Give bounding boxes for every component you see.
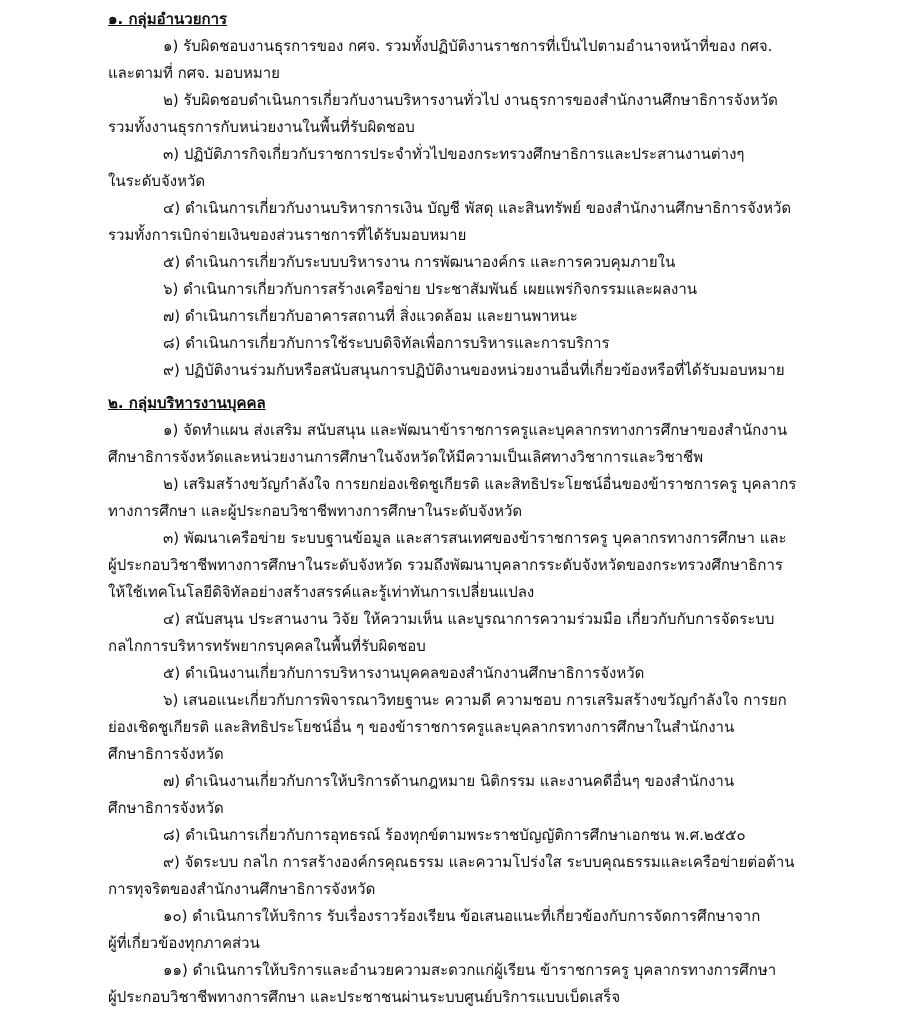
item-continuation: ให้ใช้เทคโนโลยีดิจิทัลอย่างสร้างสรรค์และรู้เท่าทันการเปลี่ยนแปลง [108, 583, 535, 601]
list-item [108, 303, 800, 330]
list-item [108, 660, 800, 687]
list-item [108, 276, 800, 303]
item-text: ๘) ดำเนินการเกี่ยวกับการอุทธรณ์ ร้องทุกข์ตามพระราชบัญญัติการศึกษาเอกชน พ.ศ.๒๕๕๐ [163, 826, 746, 844]
list-item [108, 768, 800, 822]
section-administration [108, 6, 800, 384]
section-heading: ๑. กลุ่มอำนวยการ [108, 10, 228, 28]
item-text: ๖) ดำเนินการเกี่ยวกับการสร้างเครือข่าย ประชาสัมพันธ์ เผยแพร่กิจกรรมและผลงาน [163, 280, 698, 298]
list-item [108, 87, 800, 141]
item-continuation: ผู้ประกอบวิชาชีพทางการศึกษาในระดับจังหวัด รวมถึงพัฒนาบุคลากรระดับจังหวัดของกระทรวงศึกษาธิการ [108, 556, 783, 574]
item-text: ๒) เสริมสร้างขวัญกำลังใจ การยกย่องเชิดชูเกียรติ และสิทธิประโยชน์อื่นของข้าราชการครู บุคลากร [163, 475, 797, 493]
item-continuation: รวมทั้งการเบิกจ่ายเงินของส่วนราชการที่ได้รับมอบหมาย [108, 226, 467, 244]
item-text: ๑๐) ดำเนินการให้บริการ รับเรื่องราวร้องเรียน ข้อเสนอแนะที่เกี่ยวข้องกับการจัดการศึกษาจาก [163, 907, 761, 925]
item-text: ๕) ดำเนินงานเกี่ยวกับการบริหารงานบุคคลของสำนักงานศึกษาธิการจังหวัด [163, 664, 645, 682]
item-continuation: ผู้ประกอบวิชาชีพทางการศึกษา และประชาชนผ่านระบบศูนย์บริการแบบเบ็ดเสร็จ [108, 988, 621, 1006]
item-text: ๙) ปฏิบัติงานร่วมกับหรือสนับสนุนการปฏิบัติงานของหน่วยงานอื่นที่เกี่ยวข้องหรือที่ได้รับมอบหมาย [163, 361, 785, 379]
item-text: ๙) จัดระบบ กลไก การสร้างองค์กรคุณธรรม และความโปร่งใส ระบบคุณธรรมและเครือข่ายต่อต้าน [163, 853, 795, 871]
list-item [108, 822, 800, 849]
item-continuation: การทุจริตของสำนักงานศึกษาธิการจังหวัด [108, 880, 376, 898]
item-text: ๑๑) ดำเนินการให้บริการและอำนวยความสะดวกแก่ผู้เรียน ข้าราชการครู บุคลากรทางการศึกษา [163, 961, 777, 979]
item-text: ๗) ดำเนินการเกี่ยวกับอาคารสถานที่ สิ่งแวดล้อม และยานพาหนะ [163, 307, 578, 325]
list-item [108, 471, 800, 525]
item-continuation: ในระดับจังหวัด [108, 172, 206, 190]
item-text: ๔) สนับสนุน ประสานงาน วิจัย ให้ความเห็น และบูรณาการความร่วมมือ เกี่ยวกับกับการจัดระบบ [163, 610, 775, 628]
list-item [108, 417, 800, 471]
list-item [108, 903, 800, 957]
list-item [108, 849, 800, 903]
item-text: ๘) ดำเนินการเกี่ยวกับการใช้ระบบดิจิทัลเพื่อการบริหารและการบริการ [163, 334, 610, 352]
list-item [108, 606, 800, 660]
list-item [108, 687, 800, 768]
item-continuation: ผู้ที่เกี่ยวข้องทุกภาคส่วน [108, 934, 260, 952]
list-item [108, 957, 800, 1011]
list-item [108, 357, 800, 384]
item-continuation: ศึกษาธิการจังหวัด [108, 745, 224, 763]
item-text: ๑) จัดทำแผน ส่งเสริม สนับสนุน และพัฒนาข้าราชการครูและบุคลากรทางการศึกษาของสำนักงาน [163, 421, 788, 439]
list-item [108, 249, 800, 276]
item-continuation: และตามที่ กศจ. มอบหมาย [108, 64, 280, 82]
section-personnel [108, 390, 800, 1011]
list-item [108, 195, 800, 249]
item-text: ๖) เสนอแนะเกี่ยวกับการพิจารณาวิทยฐานะ ความดี ความชอบ การเสริมสร้างขวัญกำลังใจ การยก [163, 691, 787, 709]
list-item [108, 525, 800, 606]
item-continuation: ย่องเชิดชูเกียรติ และสิทธิประโยชน์อื่น ๆ ของข้าราชการครูและบุคลากรทางการศึกษาในสำนักงาน [108, 718, 735, 736]
item-text: ๕) ดำเนินการเกี่ยวกับระบบบริหารงาน การพัฒนาองค์กร และการควบคุมภายใน [163, 253, 676, 271]
section-heading: ๒. กลุ่มบริหารงานบุคคล [108, 394, 266, 412]
list-item [108, 141, 800, 195]
item-text: ๓) พัฒนาเครือข่าย ระบบฐานข้อมูล และสารสนเทศของข้าราชการครู บุคลากรทางการศึกษา และ [163, 529, 787, 547]
item-text: ๒) รับผิดชอบดำเนินการเกี่ยวกับงานบริหารงานทั่วไป งานธุรการของสำนักงานศึกษาธิการจังหวัด [163, 91, 778, 109]
item-continuation: ศึกษาธิการจังหวัดและหน่วยงานการศึกษาในจังหวัดให้มีความเป็นเลิศทางวิชาการและวิชาชีพ [108, 448, 704, 466]
item-continuation: กลไกการบริหารทรัพยากรบุคคลในพื้นที่รับผิดชอบ [108, 637, 426, 655]
item-text: ๔) ดำเนินการเกี่ยวกับงานบริหารการเงิน บัญชี พัสดุ และสินทรัพย์ ของสำนักงานศึกษาธิการจังหวัด [163, 199, 792, 217]
item-text: ๓) ปฏิบัติภารกิจเกี่ยวกับราชการประจำทั่วไปของกระทรวงศึกษาธิการและประสานงานต่างๆ [163, 145, 745, 163]
item-continuation: ศึกษาธิการจังหวัด [108, 799, 224, 817]
item-continuation: รวมทั้งงานธุรการกับหน่วยงานในพื้นที่รับผิดชอบ [108, 118, 415, 136]
item-text: ๗) ดำเนินงานเกี่ยวกับการให้บริการด้านกฎหมาย นิติกรรม และงานคดีอื่นๆ ของสำนักงาน [163, 772, 735, 790]
list-item [108, 330, 800, 357]
list-item [108, 33, 800, 87]
item-continuation: ทางการศึกษา และผู้ประกอบวิชาชีพทางการศึกษาในระดับจังหวัด [108, 502, 523, 520]
item-text: ๑) รับผิดชอบงานธุรการของ กศจ. รวมทั้งปฏิบัติงานราชการที่เป็นไปตามอำนาจหน้าที่ของ กศจ. [163, 37, 773, 55]
